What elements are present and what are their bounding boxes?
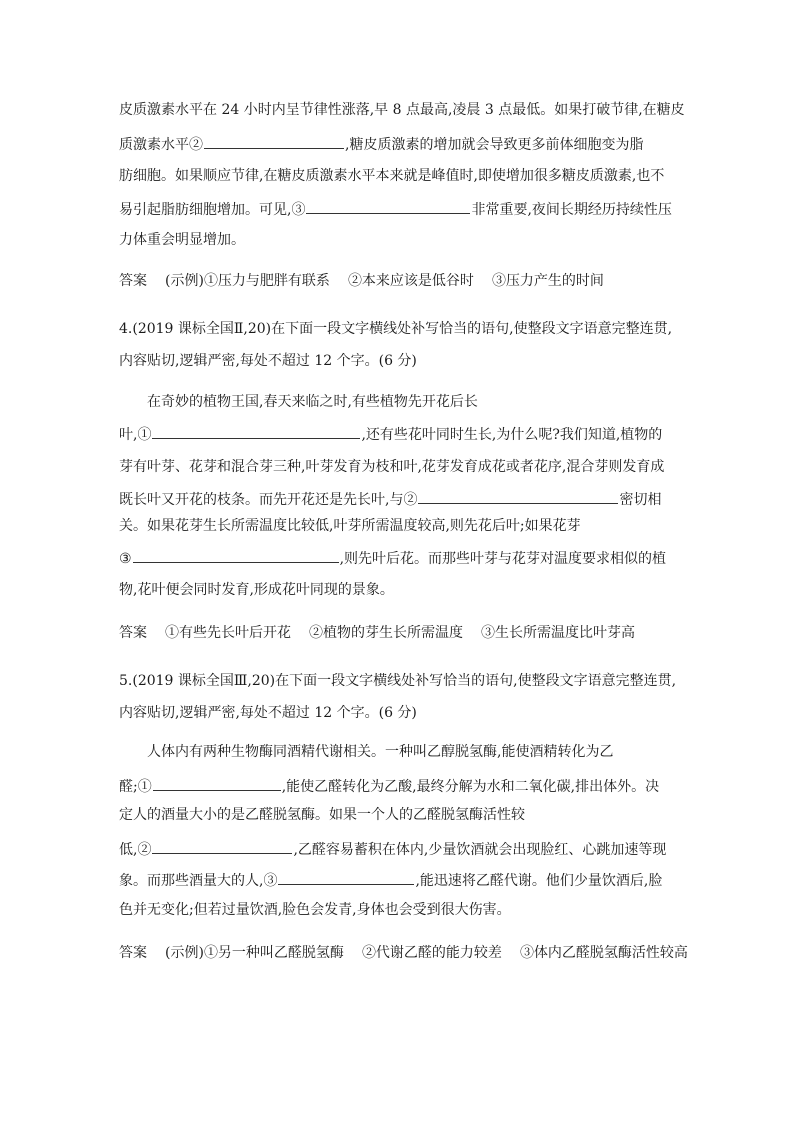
passage-text: ,乙醛容易蓄积在体内,少量饮酒就会出现脸红、心跳加速等现 (293, 842, 667, 858)
answer-line (119, 270, 604, 292)
answer-item: ③压力产生的时间 (491, 273, 604, 289)
answer-label: 答案 (119, 945, 147, 961)
question-line: 内容贴切,逻辑严密,每处不超过 12 个字。(6 分) (119, 353, 417, 369)
passage-text: 质激素水平② (119, 137, 203, 153)
passage-line (119, 869, 662, 892)
answer-label: 答案 (119, 625, 147, 641)
answer-item: ①有些先长叶后开花 (165, 625, 291, 641)
passage-line: 肪细胞。如果顺应节律,在糖皮质激素水平本来就是峰值时,即使增加很多糖皮质激素,也不 (119, 168, 665, 184)
answer-label: 答案 (119, 273, 147, 289)
answer-item: ①压力与肥胖有联系 (203, 273, 330, 289)
answer-item: ②本来应该是低谷时 (347, 273, 474, 289)
passage-line (119, 547, 666, 570)
passage-line: 色并无变化;但若过量饮酒,脸色会发青,身体也会受到很大伤害。 (119, 902, 511, 918)
answer-blank-2[interactable] (204, 133, 344, 149)
answer-item: ②植物的芽生长所需温度 (309, 625, 463, 641)
passage-text: ,能使乙醛转化为乙酸,最终分解为水和二氧化碳,排出体外。决 (281, 779, 660, 795)
passage-line: 在奇妙的植物王国,春天来临之时,有些植物先开花后长 (147, 394, 478, 410)
answer-item: ②代谢乙醛的能力较差 (361, 945, 502, 961)
passage-line: 关。如果花芽生长所需温度比较低,叶芽所需温度较高,则先花后叶;如果花芽 (119, 518, 581, 534)
passage-line: 定人的酒量大小的是乙醛脱氢酶。如果一个人的乙醛脱氢酶活性较 (119, 807, 525, 823)
passage-text: 密切相 (619, 492, 662, 508)
answer-line (119, 622, 635, 644)
passage-line: 芽有叶芽、花芽和混合芽三种,叶芽发育为枝和叶,花芽发育成花或者花序,混合芽则发育成 (119, 459, 665, 475)
passage-text: 易引起脂肪细胞增加。可见,③ (119, 202, 306, 218)
passage-text: 叶,① (119, 427, 152, 443)
passage-line: 皮质激素水平在 24 小时内呈节律性涨落,早 8 点最高,凌晨 3 点最低。如果打破节律,在糖皮 (119, 102, 685, 118)
passage-line: 力体重会明显增加。 (119, 232, 245, 248)
answer-item: ③体内乙醛脱氢酶活性较高 (519, 945, 688, 961)
answer-blank-2[interactable] (418, 488, 618, 504)
passage-line: 物,花叶便会同时发育,形成花叶同现的景象。 (119, 582, 394, 598)
question-line: 5.(2019 课标全国Ⅲ,20)在下面一段文字横线处补写恰当的语句,使整段文字语意完整连贯, (119, 673, 677, 689)
passage-line (119, 423, 662, 446)
answer-blank-1[interactable] (153, 775, 281, 791)
answer-blank-3[interactable] (278, 869, 414, 885)
passage-text: 既长叶又开花的枝条。而先开花还是先长叶,与② (119, 492, 418, 508)
question-line: 内容贴切,逻辑严密,每处不超过 12 个字。(6 分) (119, 705, 417, 721)
answer-line (119, 942, 688, 964)
passage-line (119, 198, 672, 221)
answer-prefix: (示例) (165, 273, 204, 289)
passage-line (119, 838, 666, 861)
passage-line (119, 775, 659, 798)
passage-text: 非常重要,夜间长期经历持续性压 (471, 202, 672, 218)
passage-line (119, 133, 643, 156)
passage-text: ③ (119, 551, 132, 567)
passage-text: ,还有些花叶同时生长,为什么呢?我们知道,植物的 (361, 427, 663, 443)
passage-text: ,糖皮质激素的增加就会导致更多前体细胞变为脂 (345, 137, 644, 153)
answer-item: ①另一种叫乙醛脱氢酶 (203, 945, 344, 961)
answer-blank-3[interactable] (306, 198, 470, 214)
question-line: 4.(2019 课标全国Ⅱ,20)在下面一段文字横线处补写恰当的语句,使整段文字语意完整连贯, (119, 321, 673, 337)
passage-line (119, 488, 661, 511)
answer-item: ③生长所需温度比叶芽高 (481, 625, 635, 641)
answer-prefix: (示例) (165, 945, 204, 961)
passage-line: 人体内有两种生物酶同酒精代谢相关。一种叫乙醇脱氢酶,能使酒精转化为乙 (147, 744, 614, 760)
passage-text: 象。而那些酒量大的人,③ (119, 873, 278, 889)
answer-blank-3[interactable] (133, 547, 339, 563)
passage-text: 醛;① (119, 779, 152, 795)
passage-text: ,则先叶后花。而那些叶芽与花芽对温度要求相似的植 (339, 551, 667, 567)
passage-text: 低,② (119, 842, 152, 858)
answer-blank-2[interactable] (152, 838, 292, 854)
answer-blank-1[interactable] (152, 423, 360, 439)
passage-text: ,能迅速将乙醛代谢。他们少量饮酒后,脸 (415, 873, 663, 889)
